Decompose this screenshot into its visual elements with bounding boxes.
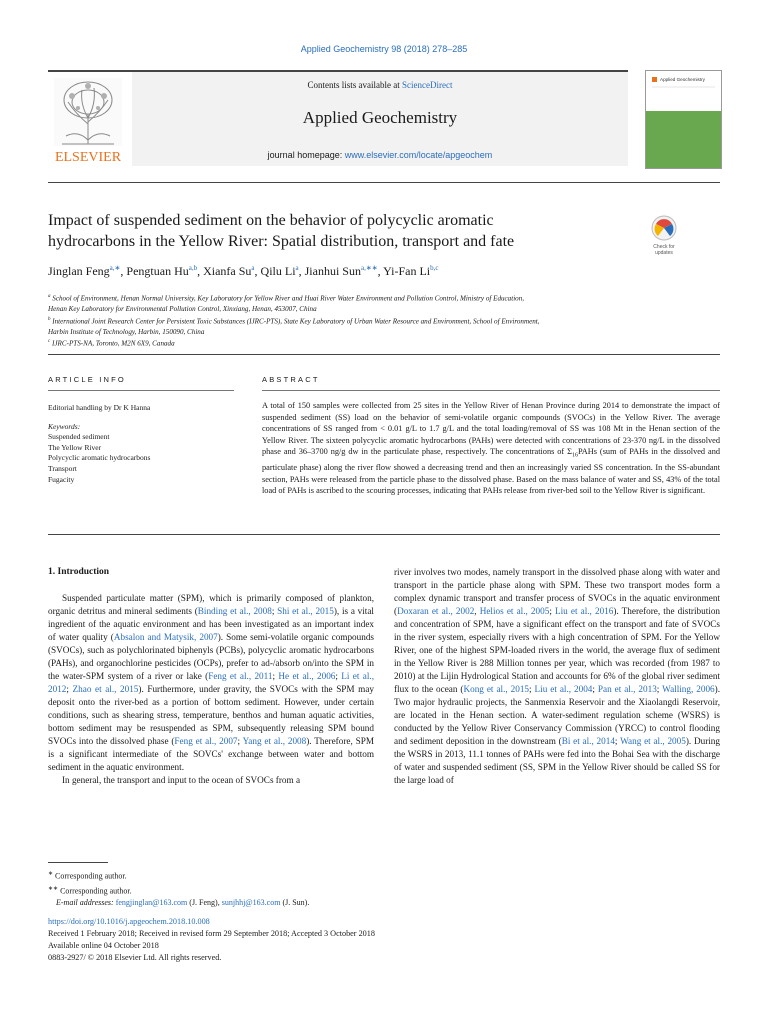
footnotes (48, 868, 448, 909)
affiliations (48, 292, 720, 349)
abstract-bottom-divider (48, 534, 720, 535)
keyword: Transport (48, 463, 77, 473)
intro-paragraph-1: Suspended particulate matter (SPM), which is primarily composed of plankton, organic detritus and mineral sediments (Binding et al., 2008; Shi et al., 2015), is a vital ingredient of the aquatic environment and has been investigated as an important index of water quality (Absalon and Matysik, 2007). Some semi-volatile organic compounds (SVOCs), such as polychlorinated biphenyls (PCBs), polycyclic aromatic hydrocarbons (PAHs), and organochlorine pesticides (OCPs), prefer to ad-/absorb on/into the SPM in the water-SPM system of a river or lake (Feng et al., 2011; He et al., 2006; Li et al., 2012; Zhao et al., 2015). Furthermore, under gravity, the SVOCs with the SPM may deposit onto the river-bed as a portion of bottom sediment. However, under certain conditions, such as shearing stress, temperature, benthos and human aquatic activities, bottom sediment may be resuspended as SPM, subsequently releasing SPM bound SVOCs into the dissolved phase (Feng et al., 2007; Yang et al., 2008). Therefore, SPM is a significant intermediate of the SOVCs' exchange between water and bottom sediment in the aquatic environment. (48, 593, 374, 772)
keyword: Fugacity (48, 474, 75, 484)
citation-link[interactable]: Feng et al., 2007 (174, 736, 238, 746)
author-name[interactable]: Qilu Li (260, 264, 296, 278)
author-affiliation-marker[interactable]: a,∗ (109, 264, 121, 272)
article-title (48, 210, 638, 252)
citation-link[interactable]: Doxaran et al., 2002 (397, 606, 475, 616)
author-name[interactable]: Jianhui Sun (304, 264, 361, 278)
article-info-divider (48, 390, 234, 391)
abstract-part-1: A total of 150 samples were collected from 25 sites in the Yellow River of Henan Province during 2014 to demonstrate the impact of suspended sediment (SS) load on the behavior of semi-volatile organic compounds (SVOCs) in the Yellow River. The average concentrations of SS ranged from < 0.01 g/L to 1.7 g/L and the total loading/removal of SS was 108 Mt in the Henan section of the Yellow River. The sixteen polycyclic aromatic hydrocarbons (PAHs) were detected with concentrations of 23-370 ng/L in the dissolved phase and 36–3700 ng/g dw in the particulate phase, respectively. The concentrations of Σ (262, 401, 720, 456)
author-name[interactable]: Jinglan Feng (48, 264, 110, 278)
footnote-corresponding-2: ∗∗ Corresponding author. (48, 885, 132, 896)
contents-availability (132, 80, 628, 90)
citation-link[interactable]: Liu et al., 2016 (555, 606, 614, 616)
received-dates: Received 1 February 2018; Received in revised form 29 September 2018; Accepted 3 October 2018 (48, 929, 375, 938)
citation-link[interactable]: Li et al., 2012 (48, 671, 374, 694)
body-column-left (48, 566, 374, 787)
available-online: Available online 04 October 2018 (48, 941, 159, 950)
citation-link[interactable]: Yang et al., 2008 (242, 736, 307, 746)
affiliation-line: $^c$ IJRC-PTS-NA, Toronto, M2N 6X9, Canada (48, 339, 175, 348)
header-divider (48, 182, 720, 183)
citation-link[interactable]: Zhao et al., 2015 (72, 684, 139, 694)
email-link-feng[interactable]: fengjinglan@163.com (115, 898, 188, 908)
editorial-handling: Editorial handling by Dr K Hanna (48, 403, 151, 412)
doi-link[interactable]: https://doi.org/10.1016/j.apgeochem.2018.10.008 (48, 917, 210, 926)
affiliation-line: $^b$ International Joint Research Center for Persistent Toxic Substances (IJRC-PTS), State Key Laboratory of Urban Water Resource and Environment, School of Environment, (48, 316, 540, 325)
body-column-right (394, 566, 720, 787)
email-link-sun[interactable]: sunjhhj@163.com (221, 898, 281, 908)
citation-link[interactable]: Walling, 2006 (662, 684, 715, 694)
cover-title: Applied Geochemistry (660, 77, 705, 82)
citation-link[interactable]: Binding et al., 2008 (197, 606, 272, 616)
article-info (48, 403, 234, 485)
abstract-subscript: 16 (571, 452, 578, 459)
crossmark-label-line-2: updates (655, 250, 673, 256)
article-title-line-1: Impact of suspended sediment on the behavior of polycyclic aromatic (48, 212, 494, 229)
journal-homepage-link[interactable]: www.elsevier.com/locate/apgeochem (344, 150, 493, 160)
crossmark-label-line-1: Check for (653, 244, 675, 250)
publication-info (48, 916, 548, 964)
sciencedirect-link[interactable]: ScienceDirect (402, 80, 453, 90)
elsevier-wordmark: ELSEVIER (54, 150, 122, 164)
intro-paragraph-2-continued: river involves two modes, namely transport in the dissolved phase along with water and transport in the particle phase along with SPM. These two transport modes form a complex dynamic transport and transfer process of SVOCs in the aquatic environment (Doxaran et al., 2002, Helios et al., 2005; Liu et al., 2016). Therefore, the distribution and concentration of SPM, have a significant effect on the transport and fate of SVOCs in the river system, especially rivers with a high concentration of SPM. For the Yellow River, one of the highest SPM-loaded rivers in the world, the average flux of sediment in the Yellow River is 288 Million tonnes per year, which was recorded (from 1987 to 2010) at the Lijin Hydrological Station and accounts for 6% of the global river sediment flux to the ocean (Kong et al., 2015; Liu et al., 2004; Pan et al., 2013; Walling, 2006). Two major hydraulic projects, the Sanmenxia Reservoir and the Xiaolangdi Reservoir, are located in the Henan section. A water-sediment regulation scheme (WSRS) is conducted by the Yellow River Conservancy Commission (YRCC) to control flooding and sediment deposition in the downstream (Bi et al., 2014; Wang et al., 2005). During the WSRS in 2013, 11.1 tonnes of PAHs were fed into the Bohai Sea with the discharge of water and suspended sediment (SS, SPM in the Yellow River should be called SS for the large load of (394, 567, 721, 785)
author-affiliation-marker[interactable]: a,b (188, 264, 198, 272)
abstract-part-2: PAHs (sum of PAHs in the dissolved and particulate phase) along the river flow showed a decreasing trend and then an increasingly varied SS concentration. In the SS-abundant section, PAHs were released from the particle phase to the dissolved phase. Based on the mass balance of water and SS, 43% of the total load of PAHs is ascribed to the scouring processes, indicating that PAHs release from river-bed soil to the Yellow River is significant. (262, 447, 720, 496)
citation-link[interactable]: Liu et al., 2004 (534, 684, 593, 694)
author-name[interactable]: Xianfa Su (203, 264, 252, 278)
author-affiliation-marker[interactable]: a (295, 264, 299, 272)
keyword-list (48, 432, 234, 485)
citation-link[interactable]: Feng et al., 2011 (208, 671, 273, 681)
footnote-emails: E-mail addresses: fengjinglan@163.com (J. Feng), sunjhhj@163.com (J. Sun). (56, 898, 310, 908)
author-affiliation-marker[interactable]: b,c (430, 264, 439, 272)
affiliations-divider (48, 354, 720, 355)
author-name[interactable]: Pengtuan Hu (126, 264, 189, 278)
abstract-text (262, 400, 720, 497)
citation-link[interactable]: Helios et al., 2005 (479, 606, 550, 616)
copyright: 0883-2927/ © 2018 Elsevier Ltd. All rights reserved. (48, 953, 222, 962)
citation-link[interactable]: Pan et al., 2013 (597, 684, 657, 694)
keywords-label: Keywords: (48, 421, 81, 431)
footnote-corresponding-1: ∗ Corresponding author. (48, 871, 127, 881)
check-for-updates-button[interactable] (648, 214, 680, 258)
keyword: Polycyclic aromatic hydrocarbons (48, 453, 151, 463)
author-list: Jinglan Feng$^{a,∗}$, Pengtuan Hu$^{a,b}$, Xianfa Su$^a$, Qilu Li$^a$, Jianhui Sun$^{a,∗∗}$, Yi-Fan Li$^{b,c}$ (48, 264, 439, 278)
elsevier-logo (48, 74, 128, 164)
journal-title: Applied Geochemistry (302, 108, 458, 127)
author-affiliation-marker[interactable]: a,∗∗ (360, 264, 378, 272)
affiliation-line: $^a$ School of Environment, Henan Normal University, Key Laboratory for Yellow River and Huai River Water Environment and Pollution Control, Ministry of Education, (48, 294, 525, 303)
journal-cover-image[interactable] (645, 70, 722, 169)
abstract-divider (262, 390, 720, 391)
footnote-divider (48, 862, 108, 863)
article-title-line-2: hydrocarbons in the Yellow River: Spatial distribution, transport and fate (48, 233, 515, 250)
author-affiliation-marker[interactable]: a (251, 264, 255, 272)
introduction-heading: 1. Introduction (48, 567, 110, 577)
affiliation-line: Harbin Institute of Technology, Harbin, 150090, China (48, 327, 205, 336)
citation-link[interactable]: Bi et al., 2014 (561, 736, 615, 746)
keyword: The Yellow River (48, 442, 102, 452)
journal-homepage (132, 150, 628, 160)
affiliation-line: Henan Key Laboratory for Environmental Pollution Control, Xinxiang, Henan, 453007, China (48, 304, 317, 313)
citation-link[interactable]: Wang et al., 2005 (620, 736, 686, 746)
author-name[interactable]: Yi-Fan Li (383, 264, 431, 278)
journal-reference-link[interactable]: Applied Geochemistry 98 (2018) 278–285 (300, 44, 468, 54)
keyword: Suspended sediment (48, 432, 110, 442)
homepage-label: journal homepage: (267, 150, 345, 160)
contents-prefix: Contents lists available at (307, 80, 402, 90)
citation-link[interactable]: Kong et al., 2015 (463, 684, 530, 694)
citation-link[interactable]: He et al., 2006 (278, 671, 336, 681)
article-info-heading: ARTICLE INFO (48, 375, 126, 384)
citation-link[interactable]: Shi et al., 2015 (277, 606, 334, 616)
intro-paragraph-2: In general, the transport and input to the ocean of SVOCs from a (62, 775, 301, 785)
citation-link[interactable]: Absalon and Matysik, 2007 (113, 632, 218, 642)
abstract-heading: ABSTRACT (262, 375, 320, 384)
